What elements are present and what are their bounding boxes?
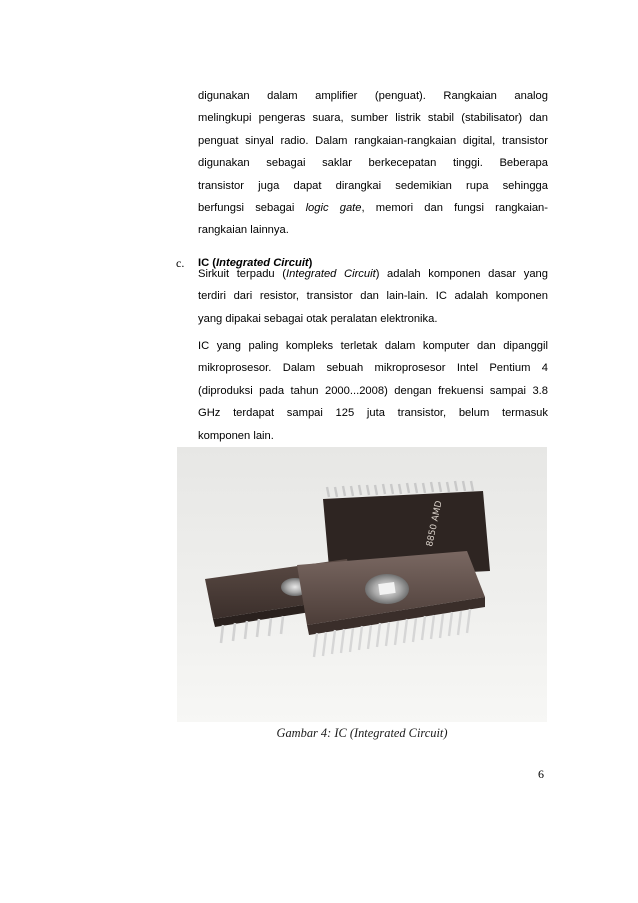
text-line: digunakan dalam amplifier (penguat). Rangkaian analog xyxy=(198,90,548,102)
text-line xyxy=(198,197,548,219)
ic-chips-illustration xyxy=(177,447,547,722)
text-line xyxy=(198,263,548,285)
text-line: penguat sinyal radio. Dalam rangkaian-rangkaian digital, transistor xyxy=(198,134,548,147)
heading-prefix: IC ( xyxy=(198,257,217,269)
figure-caption: Gambar 4: IC (Integrated Circuit) xyxy=(276,726,448,740)
figure-ic-photo xyxy=(177,447,547,722)
page-number: 6 xyxy=(538,767,544,781)
list-marker-c: c. xyxy=(176,256,185,270)
text-line: (diproduksi pada tahun 2000...2008) dengan frekuensi sampai 3.8 xyxy=(198,384,548,397)
heading-italic: Integrated Circuit xyxy=(216,257,309,269)
heading-suffix: ) xyxy=(308,257,313,269)
text-line: transistor juga dapat dirangkai sedemikian rupa sehingga xyxy=(198,179,548,192)
text-segment: ) adalah komponen dasar yang xyxy=(375,268,548,280)
chip-marking: 8850 AMD xyxy=(425,499,445,548)
text-line: komponen lain. xyxy=(198,429,274,442)
text-line: IC yang paling kompleks terletak dalam komputer dan dipanggil xyxy=(198,340,548,352)
ic-chip-front xyxy=(297,551,485,657)
text-segment: , memori dan fungsi rangkaian- xyxy=(361,202,548,215)
text-segment: Sirkuit terpadu ( xyxy=(198,268,286,280)
text-line: digunakan sebagai saklar berkecepatan tinggi. Beberapa xyxy=(198,157,548,170)
text-line: yang dipakai sebagai otak peralatan elektronika. xyxy=(198,312,438,325)
text-segment: berfungsi sebagai xyxy=(198,202,306,215)
text-line: terdiri dari resistor, transistor dan lain-lain. IC adalah komponen xyxy=(198,290,548,303)
paragraph-ic-definition xyxy=(198,263,548,330)
text-line: mikroprosesor. Dalam sebuah mikroprosesor Intel Pentium 4 xyxy=(198,362,548,375)
text-line: rangkaian lainnya. xyxy=(198,224,289,237)
text-line: melingkupi pengeras suara, sumber listrik stabil (stabilisator) dan xyxy=(198,112,548,125)
paragraph-microprocessor xyxy=(198,335,548,447)
term-logic-gate: logic gate xyxy=(305,202,362,215)
term-integrated-circuit: Integrated Circuit xyxy=(286,268,376,280)
text-line: GHz terdapat sampai 125 juta transistor, belum termasuk xyxy=(198,407,548,420)
paragraph-transistor-usage xyxy=(198,85,548,242)
